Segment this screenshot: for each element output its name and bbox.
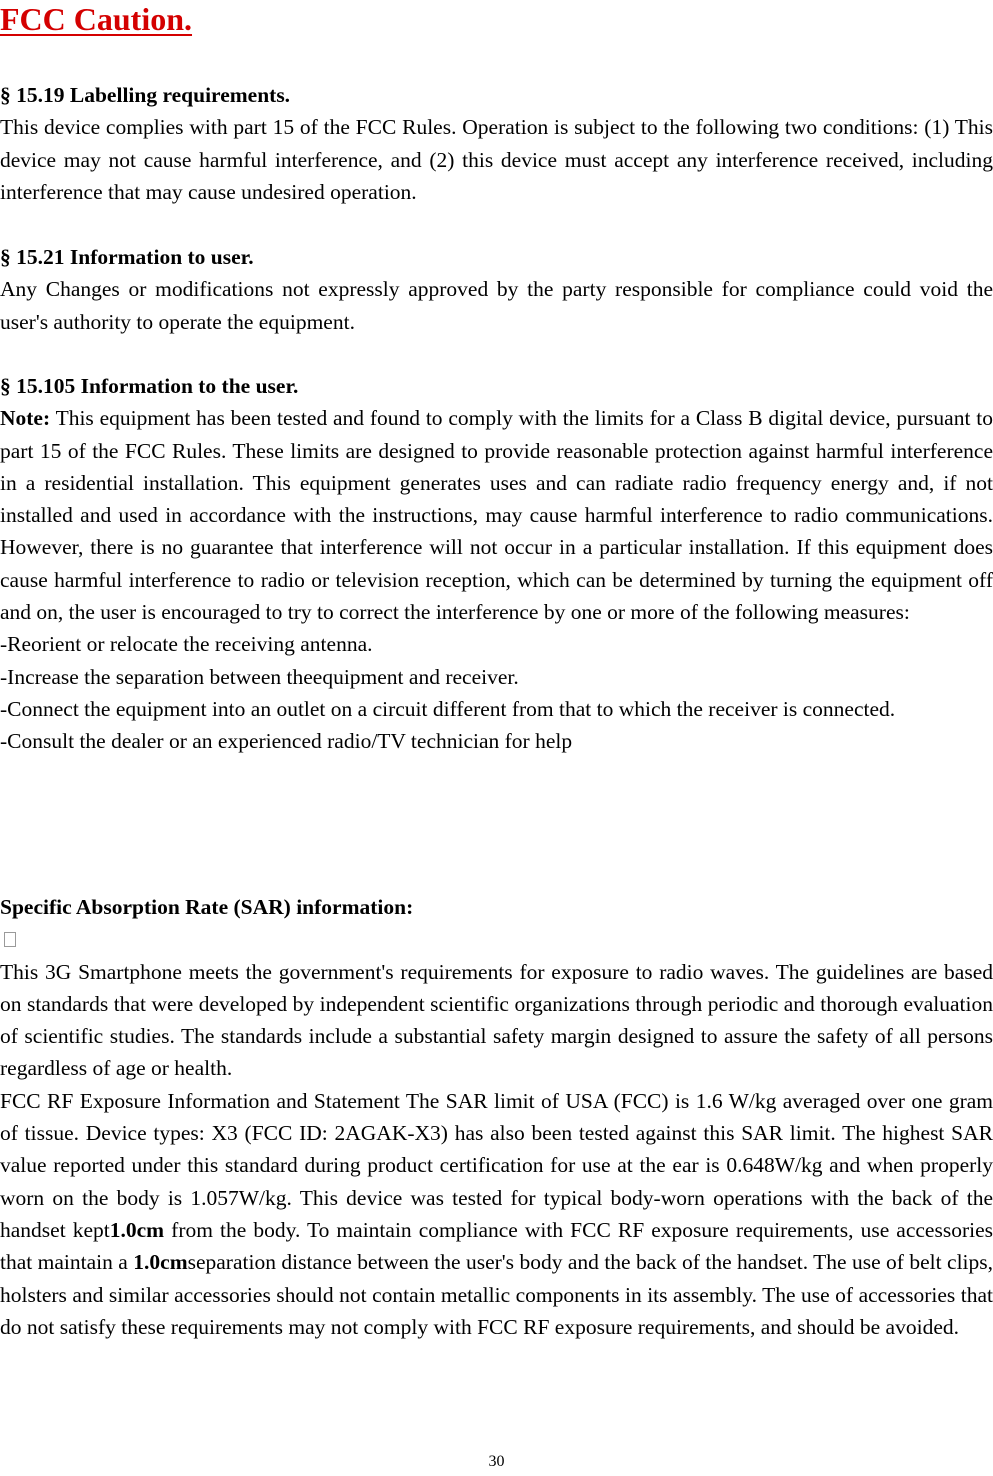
page-title: FCC Caution.: [0, 1, 193, 37]
sar-text-part-2: from the body. To maintain compliance with FCC RF exposure requirements, use accessories that maintain a: [0, 1217, 993, 1275]
distance-value-1: 1.0cm: [109, 1217, 165, 1242]
measure-item: -Increase the separation between theequipment and receiver.: [0, 664, 519, 689]
measure-item: -Reorient or relocate the receiving antenna.: [0, 632, 373, 657]
sar-text-part-1: FCC RF Exposure Information and Statement The SAR limit of USA (FCC) is 1.6 W/kg averaged over one gram of tissue. Device types: X3 (FCC ID: 2AGAK-X3) has also been tested against this SAR limit. The highest SAR value reported under this standard during product certification for use at the ear is 0.648W/kg and when properly worn on the body is 1.057W/kg. This device was tested for typical body-worn operations with the back of the handset kept: [0, 1088, 993, 1242]
section-body-15-21: Any Changes or modifications not expressly approved by the party responsible for compliance could void the user's authority to operate the equipment.: [0, 277, 993, 334]
missing-glyph-icon: [4, 932, 16, 947]
section-15-19: [0, 79, 993, 208]
section-heading-sar: Specific Absorption Rate (SAR) information:: [0, 895, 414, 919]
missing-glyph-line: [0, 923, 993, 955]
measure-item: -Connect the equipment into an outlet on a circuit different from that to which the receiver is connected.: [0, 696, 896, 721]
section-15-21: [0, 241, 993, 338]
sar-paragraph-1: This 3G Smartphone meets the government's requirements for exposure to radio waves. The guidelines are based on standards that were developed by independent scientific organizations through periodic and thorough evaluation of scientific studies. The standards include a substantial safety margin designed to assure the safety of all persons regardless of age or health.: [0, 959, 993, 1081]
page-number: 30: [488, 1453, 505, 1470]
distance-value-2: 1.0cm: [133, 1250, 188, 1275]
section-sar: [0, 891, 993, 1343]
sar-text-part-3: separation distance between the user's body and the back of the handset. The use of belt clips, holsters and similar accessories should not contain metallic components in its assembly. The use of accessories that do not satisfy these requirements may not comply with FCC RF exposure requirements, and should be avoided.: [0, 1250, 993, 1339]
note-label: Note:: [0, 406, 51, 431]
section-15-105: [0, 370, 993, 758]
measure-item: -Consult the dealer or an experienced radio/TV technician for help: [0, 729, 573, 754]
section-heading-15-105: § 15.105 Information to the user.: [0, 374, 299, 398]
note-text: This equipment has been tested and found to comply with the limits for a Class B digital device, pursuant to part 15 of the FCC Rules. These limits are designed to provide reasonable protection against harmful interference in a residential installation. This equipment generates uses and can radiate radio frequency energy and, if not installed and used in accordance with the instructions, may cause harmful interference to radio communications. However, there is no guarantee that interference will not occur in a particular installation. If this equipment does cause harmful interference to radio or television reception, which can be determined by turning the equipment off and on, the user is encouraged to try to correct the interference by one or more of the following measures:: [0, 406, 993, 625]
sar-paragraph-2: [0, 1085, 993, 1343]
section-heading-15-19: § 15.19 Labelling requirements.: [0, 83, 291, 107]
section-heading-15-21: § 15.21 Information to user.: [0, 245, 254, 269]
section-body-15-19: This device complies with part 15 of the FCC Rules. Operation is subject to the following two conditions: (1) This device may not cause harmful interference, and (2) this device must accept any interference received, including interference that may cause undesired operation.: [0, 115, 993, 204]
section-body-15-105: [0, 402, 993, 628]
